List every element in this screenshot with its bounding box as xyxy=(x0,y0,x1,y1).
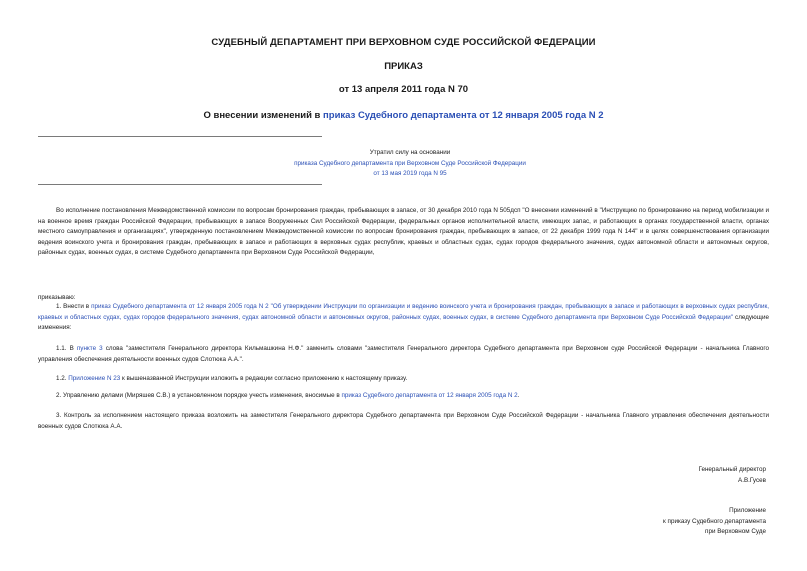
item-2-link[interactable]: приказ Судебного департамента от 12 января 2005 года N 2 xyxy=(341,392,518,399)
item-1-1-link[interactable]: пункте 3 xyxy=(76,345,103,352)
item-1-1-prefix: 1.1. В xyxy=(56,345,77,352)
notice-line: Утратил силу на основании xyxy=(369,149,451,156)
notice-link-order[interactable]: приказа Судебного департамента при Верховном Суде Российской Федерации xyxy=(294,159,526,167)
order-word: приказываю: xyxy=(38,294,76,301)
item-2-prefix: 2. Управлению делами (Миряшев С.В.) в установленном порядке учесть изменения, вносимые в xyxy=(56,392,342,399)
preamble-paragraph: Во исполнение постановления Межведомственной комиссии по вопросам бронирования граждан, пребывающих в запасе, от 30 декабря 2010 года N 505дсп "О внесении изменений в "Инструкцию по бронированию на период мобилизации и на военное время граждан Российской Федерации, пребывающих в запасе Вооруженных Сил Российской Федерации, федеральных органов исполнительной власти, имеющих запас, и работающих в органах государственной власти, органах местного самоуправления и организациях", утвержденную постановлением Межведомственной комиссии по вопросам бронирования граждан, пребывающих в запасе, от 22 декабря 1999 года N 144" и в целях совершенствования организации ведения воинского учета и бронирования граждан, пребывающих в запасе и работающих в верховных судах республик, краевых и областных судах, судах городов федерального значения, судах автономной области и автономных округов, районных судах, военных судах, в системе Судебного департамента при Верховном Суде Российской Федерации, xyxy=(38,207,769,256)
signature-name: А.В.Гусев xyxy=(738,476,766,484)
appendix-line-2: к приказу Судебного департамента xyxy=(663,517,766,525)
title-link[interactable]: приказ Судебного департамента от 12 января 2005 года N 2 xyxy=(323,110,604,121)
item-1-link[interactable]: приказ Судебного департамента от 12 января 2005 года N 2 "Об утверждении Инструкции по организации и ведению воинского учета и бронирования граждан, пребывающих в запасе и работающих в верховных судах республик, краевых и областных судах, судах городов федерального значения, судах автономной области и автономных округов, районных судах, военных судах, в системе Судебного департамента при Верховном Суде Российской Федерации" xyxy=(38,303,769,321)
item-1-prefix: 1. Внести в xyxy=(56,303,92,310)
notice-link-date[interactable]: от 13 мая 2019 года N 95 xyxy=(373,170,447,177)
item-2-suffix: . xyxy=(517,392,520,399)
document-date-number: от 13 апреля 2011 года N 70 xyxy=(338,84,469,95)
appendix-line-3: при Верховном Суде xyxy=(705,528,766,535)
item-1-2-prefix: 1.2. xyxy=(56,375,69,382)
item-1-1 xyxy=(38,344,769,365)
appendix-block xyxy=(663,506,766,538)
divider-bottom xyxy=(38,184,322,185)
item-1-suffix: следующие изменения: xyxy=(38,313,769,331)
item-1 xyxy=(38,302,769,334)
item-3: 3. Контроль за исполнением настоящего приказа возложить на заместителя Генерального директора Судебного департамента при Верховном Суде Российской Федерации - начальника Главного управления обеспечения деятельности военных судов Слотюка А.А. xyxy=(38,412,769,430)
document-type: ПРИКАЗ xyxy=(384,61,423,72)
title-prefix: О внесении изменений в xyxy=(203,110,324,121)
signature-block xyxy=(698,465,766,486)
repeal-notice xyxy=(260,148,560,180)
item-1-2-suffix: к вышеназванной Инструкции изложить в редакции согласно приложению к настоящему приказу. xyxy=(120,375,408,382)
divider-top xyxy=(38,136,322,137)
item-1-2-link[interactable]: Приложение N 23 xyxy=(68,375,121,382)
item-2 xyxy=(38,391,769,402)
document-title xyxy=(0,110,807,121)
signature-position: Генеральный директор xyxy=(698,466,766,473)
item-1-1-suffix: слова "заместителя Генерального директора Кильмашкина Н.Ф." заменить словами "заместителя Генерального директора Судебного департамента при Верховном суде Российской Федерации - начальника Главного управления обеспечения деятельности военных судов Слотюка А.А.". xyxy=(38,345,769,363)
item-1-2 xyxy=(38,374,769,385)
department-title: СУДЕБНЫЙ ДЕПАРТАМЕНТ ПРИ ВЕРХОВНОМ СУДЕ РОССИЙСКОЙ ФЕДЕРАЦИИ xyxy=(211,37,596,48)
appendix-line-1: Приложение xyxy=(729,507,766,514)
